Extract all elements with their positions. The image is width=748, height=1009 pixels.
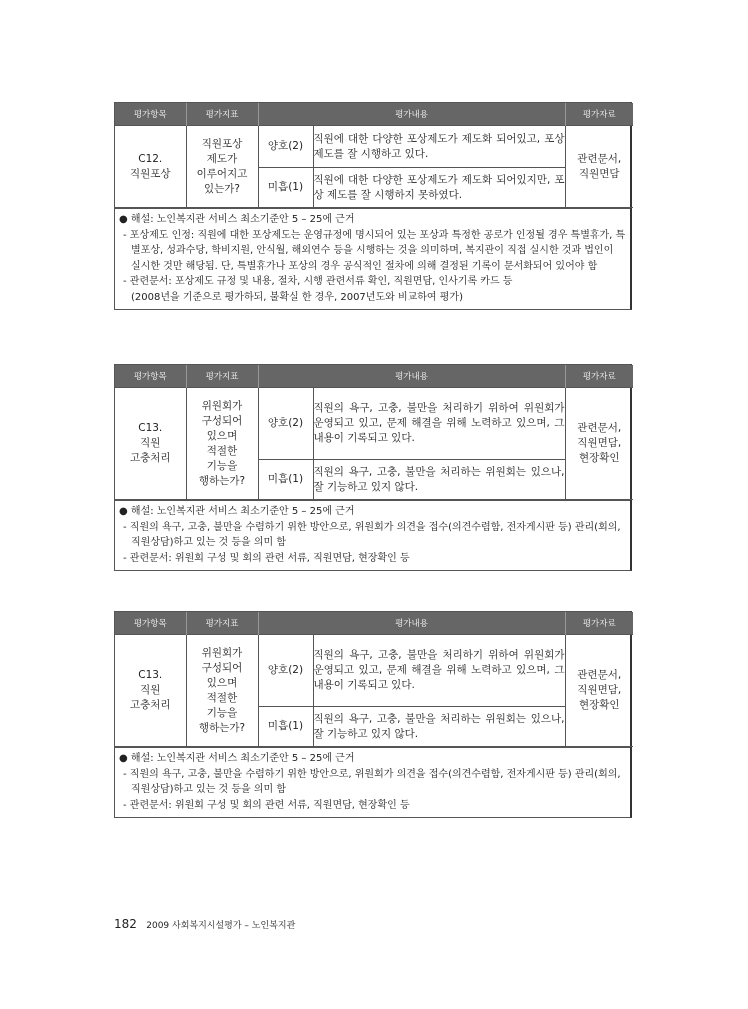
material-cell	[565, 388, 633, 500]
material-line: 직원면담,	[577, 684, 622, 696]
material-cell	[565, 635, 633, 747]
indicator-line: 위원회가	[201, 399, 243, 412]
evaluation-block-c12	[114, 102, 632, 310]
table-row	[115, 635, 633, 707]
material-line: 관련문서,	[577, 152, 622, 165]
item-code: C13.	[138, 422, 163, 434]
running-title: 2009 사회복지시설평가 – 노인복지관	[146, 921, 296, 931]
evaluation-table	[115, 103, 633, 208]
note-line: ● 해설: 노인복지관 서비스 최소기준안 5 – 25에 근거	[119, 214, 355, 225]
indicator-line: 있으며	[206, 429, 238, 442]
good-text: 직원의 욕구, 고충, 불만을 처리하기 위하여 위원회가 운영되고 있고, 문제 해결을 위해 노력하고 있으며, 그 내용이 기록되고 있다.	[313, 635, 565, 707]
item-cell	[115, 388, 186, 500]
indicator-line: 이루어지고	[196, 167, 248, 180]
good-text: 직원에 대한 다양한 포상제도가 제도화 되어있고, 포상 제도를 잘 시행하고 있다.	[313, 126, 565, 168]
item-name: 고충처리	[129, 452, 171, 464]
material-line: 직원면담	[578, 167, 620, 180]
material-line: 직원면담,	[577, 437, 622, 449]
header-indicator: 평가지표	[186, 365, 258, 388]
item-name: 직원포상	[129, 167, 171, 180]
table-header-row	[115, 612, 633, 635]
note-line: ● 해설: 노인복지관 서비스 최소기준안 5 – 25에 근거	[119, 753, 355, 764]
table-row	[115, 126, 633, 168]
indicator-cell	[186, 635, 258, 747]
item-code: C13.	[138, 669, 163, 681]
good-label: 양호(2)	[258, 388, 313, 460]
page-footer	[114, 917, 295, 931]
material-cell	[565, 126, 633, 208]
indicator-cell	[186, 388, 258, 500]
note-line: - 관련문서: 위원회 구성 및 회의 관련 서류, 직원면담, 현장확인 등	[123, 799, 410, 811]
explanation-notes	[115, 500, 630, 570]
header-indicator: 평가지표	[186, 103, 258, 126]
poor-text: 직원에 대한 다양한 포상제도가 제도화 되어있지만, 포상 제도를 잘 시행하지 못하였다.	[313, 168, 565, 208]
poor-label: 미흡(1)	[258, 168, 313, 208]
evaluation-block-c13-repeat	[114, 611, 632, 818]
table-header-row	[115, 365, 633, 388]
poor-text: 직원의 욕구, 고충, 불만을 처리하는 위원회는 있으나, 잘 기능하고 있지 않다.	[313, 707, 565, 747]
table-row	[115, 388, 633, 460]
note-line: - 관련문서: 포상제도 규정 및 내용, 절차, 시행 관련서류 확인, 직원면담, 인사기록 카드 등	[123, 276, 513, 287]
indicator-line: 구성되어	[201, 661, 243, 674]
page-number: 182	[114, 917, 137, 931]
material-line: 현장확인	[578, 699, 620, 711]
indicator-line: 위원회가	[201, 646, 243, 659]
header-item: 평가항목	[115, 612, 186, 635]
poor-label: 미흡(1)	[258, 460, 313, 500]
header-item: 평가항목	[115, 103, 186, 126]
indicator-line: 구성되어	[201, 414, 243, 427]
note-line: - 직원의 욕구, 고충, 불만을 수렴하기 위한 방안으로, 위원회가 의견을 접수(의견수렴함, 전자게시판 등) 관리(회의, 직원상담)하고 있는 것 등을 의미 함	[123, 521, 621, 548]
item-cell	[115, 635, 186, 747]
indicator-line: 있는가?	[203, 182, 240, 195]
good-label: 양호(2)	[258, 126, 313, 168]
item-name: 직원	[140, 684, 161, 696]
header-material: 평가자료	[565, 103, 633, 126]
poor-text: 직원의 욕구, 고충, 불만을 처리하는 위원회는 있으나, 잘 기능하고 있지 않다.	[313, 460, 565, 500]
header-content: 평가내용	[258, 365, 565, 388]
explanation-notes	[115, 208, 630, 309]
material-line: 관련문서,	[577, 669, 622, 681]
indicator-line: 제도가	[206, 152, 238, 165]
material-line: 현장확인	[578, 452, 620, 464]
indicator-line: 행하는가?	[198, 721, 246, 734]
indicator-line: 적절한	[206, 691, 238, 704]
header-material: 평가자료	[565, 612, 633, 635]
note-line: - 관련문서: 위원회 구성 및 회의 관련 서류, 직원면담, 현장확인 등	[123, 552, 410, 564]
indicator-line: 기능을	[206, 459, 238, 472]
indicator-cell	[186, 126, 258, 208]
poor-label: 미흡(1)	[258, 707, 313, 747]
indicator-line: 적절한	[206, 444, 238, 457]
header-content: 평가내용	[258, 612, 565, 635]
note-line: ● 해설: 노인복지관 서비스 최소기준안 5 – 25에 근거	[119, 506, 355, 517]
header-indicator: 평가지표	[186, 612, 258, 635]
item-name: 직원	[140, 437, 161, 449]
evaluation-table	[115, 365, 633, 500]
indicator-line: 기능을	[206, 706, 238, 719]
good-text: 직원의 욕구, 고충, 불만을 처리하기 위하여 위원회가 운영되고 있고, 문제 해결을 위해 노력하고 있으며, 그 내용이 기록되고 있다.	[313, 388, 565, 460]
header-item: 평가항목	[115, 365, 186, 388]
indicator-line: 직원포상	[201, 137, 243, 150]
item-code: C12.	[138, 152, 163, 165]
note-line: - 직원의 욕구, 고충, 불만을 수렴하기 위한 방안으로, 위원회가 의견을 접수(의견수렴함, 전자게시판 등) 관리(회의, 직원상담)하고 있는 것 등을 의미 함	[123, 768, 621, 795]
evaluation-table	[115, 612, 633, 747]
header-material: 평가자료	[565, 365, 633, 388]
item-name: 고충처리	[129, 699, 171, 711]
note-line: - 포상제도 인정: 직원에 대한 포상제도는 운영규정에 명시되어 있는 포상과 특정한 공로가 인정될 경우 특별휴가, 특별포상, 성과수당, 학비지원, 안식월, 해외연수 등을 시행하는 것을 의미하며, 복지관이 직접 실시한 것과 법인이 실시한 것만 해당됨. 단, 특별휴가나 포상의 경우 공식적인 절차에 의해 결정된 기록이 문서화되어 있어야 함	[123, 229, 626, 272]
material-line: 관련문서,	[577, 422, 622, 434]
item-cell	[115, 126, 186, 208]
note-line: (2008년을 기준으로 평가하되, 불확실 한 경우, 2007년도와 비교하여 평가)	[131, 291, 463, 303]
indicator-line: 행하는가?	[198, 474, 246, 487]
table-header-row	[115, 103, 633, 126]
explanation-notes	[115, 747, 630, 817]
header-content: 평가내용	[258, 103, 565, 126]
indicator-line: 있으며	[206, 676, 238, 689]
good-label: 양호(2)	[258, 635, 313, 707]
evaluation-block-c13	[114, 364, 632, 571]
